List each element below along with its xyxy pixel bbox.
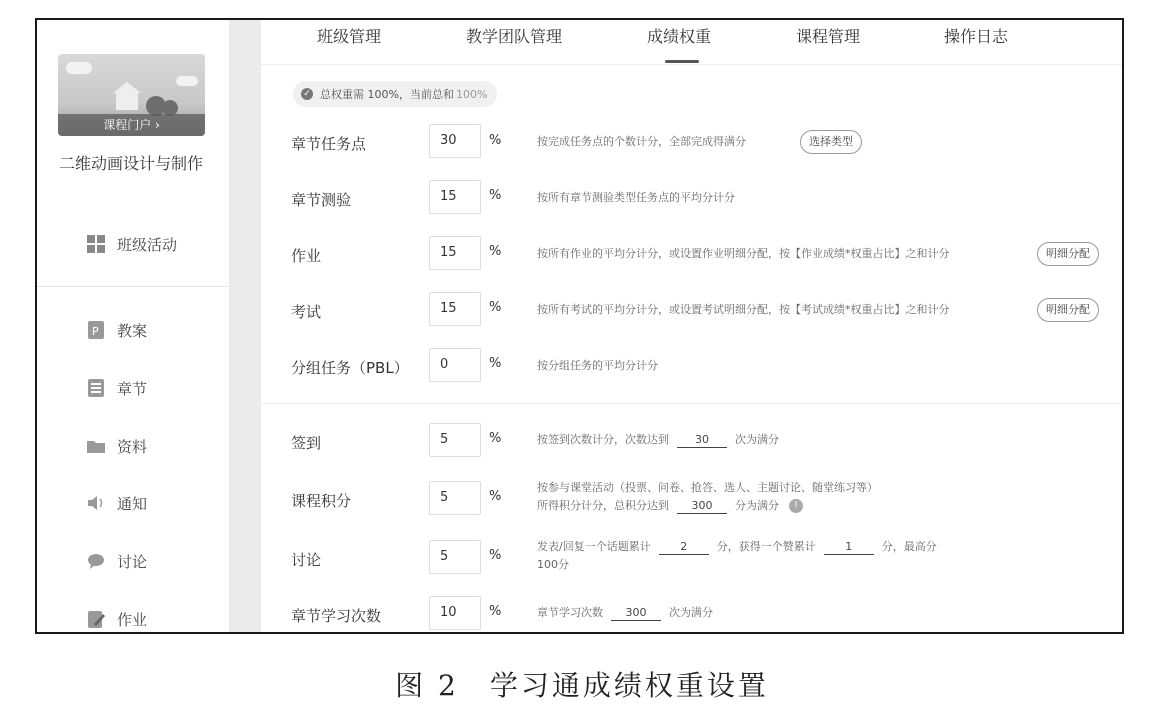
row-label-chapter-study-count: 章节学习次数 [291, 607, 382, 625]
desc-text: 100分 [537, 558, 569, 571]
tab-class-management[interactable]: 班级管理 [317, 27, 382, 46]
weight-input-chapter-study-count[interactable]: 10 [429, 596, 481, 630]
detail-allocation-button[interactable]: 明细分配 [1037, 298, 1099, 322]
cloud-icon [66, 62, 92, 74]
lesson-plan-icon [87, 321, 105, 339]
desc-text: 章节学习次数 [537, 606, 603, 619]
row-desc [537, 538, 937, 574]
edit-document-icon [87, 610, 105, 628]
threshold-input[interactable]: 300 [677, 499, 727, 514]
main-panel [261, 20, 1122, 632]
sidebar-item-chapter[interactable] [87, 377, 147, 399]
percent-sign: % [489, 244, 502, 259]
sidebar-gutter [229, 20, 261, 632]
desc-text: 所得积分计分，总积分达到 [537, 499, 669, 512]
row-label-discussion: 讨论 [291, 551, 322, 569]
row-desc: 按所有作业的平均分计分，或设置作业明细分配，按【作业成绩*权重占比】之和计分 [537, 247, 950, 260]
notice-current-total: 100% [455, 87, 488, 101]
row-label-group-task: 分组任务（PBL） [291, 359, 409, 377]
row-label-exam: 考试 [291, 303, 322, 321]
sidebar-item-discussion[interactable] [87, 550, 147, 572]
sidebar-item-label: 资料 [117, 437, 148, 456]
weight-input-homework[interactable]: 15 [429, 236, 481, 270]
sidebar-divider [37, 286, 229, 287]
app-frame [35, 18, 1124, 634]
weight-notice [293, 81, 497, 107]
notice-text: 总权重需 100%，当前总和 [320, 88, 454, 101]
chapter-list-icon [87, 379, 105, 397]
percent-sign: % [489, 489, 502, 504]
row-label-check-in: 签到 [291, 434, 322, 452]
figure-caption: 图 2 学习通成绩权重设置 [395, 669, 769, 702]
desc-text: 次为满分 [669, 606, 713, 619]
row-desc [537, 604, 713, 622]
tab-teaching-team[interactable]: 教学团队管理 [466, 27, 563, 46]
sidebar-item-label: 通知 [117, 494, 148, 513]
sidebar-item-label: 教案 [117, 321, 148, 340]
weight-input-course-points[interactable]: 5 [429, 481, 481, 515]
chat-bubble-icon [87, 552, 105, 570]
tab-bar [261, 20, 1122, 65]
points-per-like-input[interactable]: 1 [824, 540, 874, 555]
sidebar-item-label: 班级活动 [117, 235, 178, 254]
weight-input-group-task[interactable]: 0 [429, 348, 481, 382]
tab-grade-weight[interactable]: 成绩权重 [647, 27, 712, 46]
desc-text: 次为满分 [735, 433, 779, 446]
percent-sign: % [489, 188, 502, 203]
cloud-icon [176, 76, 198, 86]
check-circle-icon: ✓ [301, 88, 313, 100]
desc-text: 发表/回复一个话题累计 [537, 540, 651, 553]
sidebar-item-label: 作业 [117, 610, 148, 629]
sidebar [37, 20, 229, 632]
svg-text:P: P [92, 325, 99, 338]
sidebar-item-lesson-plan[interactable] [87, 319, 147, 341]
row-desc: 按分组任务的平均分计分 [537, 359, 658, 372]
desc-text: 分，获得一个赞累计 [716, 540, 816, 553]
sidebar-item-notice[interactable] [87, 492, 147, 514]
row-label-course-points: 课程积分 [291, 492, 352, 510]
row-desc [537, 479, 878, 515]
percent-sign: % [489, 133, 502, 148]
detail-allocation-button[interactable]: 明细分配 [1037, 242, 1099, 266]
sidebar-item-materials[interactable] [87, 435, 147, 457]
desc-text: 按签到次数计分，次数达到 [537, 433, 669, 446]
sidebar-item-homework[interactable] [87, 608, 147, 630]
house-icon [116, 92, 138, 110]
row-label-chapter-quiz: 章节测验 [291, 191, 352, 209]
row-label-homework: 作业 [291, 247, 322, 265]
grid-icon [87, 235, 105, 253]
active-tab-indicator [665, 60, 699, 63]
weight-input-discussion[interactable]: 5 [429, 540, 481, 574]
section-divider [261, 403, 1122, 404]
desc-text: 分，最高分 [881, 540, 937, 553]
percent-sign: % [489, 356, 502, 371]
threshold-input[interactable]: 300 [611, 606, 661, 621]
row-desc: 按所有章节测验类型任务点的平均分计分 [537, 191, 735, 204]
sidebar-item-class-activity[interactable] [87, 233, 177, 255]
sidebar-item-label: 讨论 [117, 552, 148, 571]
course-portal-card[interactable] [58, 54, 205, 136]
row-desc [537, 431, 779, 449]
tab-operation-log[interactable]: 操作日志 [944, 27, 1009, 46]
row-desc: 按所有考试的平均分计分，或设置考试明细分配，按【考试成绩*权重占比】之和计分 [537, 303, 950, 316]
course-portal-link[interactable]: 课程门户 › [58, 114, 205, 136]
percent-sign: % [489, 548, 502, 563]
weight-input-exam[interactable]: 15 [429, 292, 481, 326]
course-title: 二维动画设计与制作 [58, 154, 203, 173]
desc-text: 按参与课堂活动（投票、问卷、抢答、选人、主题讨论、随堂练习等） [537, 481, 878, 494]
weight-input-chapter-quiz[interactable]: 15 [429, 180, 481, 214]
select-type-button[interactable]: 选择类型 [800, 130, 862, 154]
weight-input-chapter-tasks[interactable]: 30 [429, 124, 481, 158]
info-icon[interactable]: ! [789, 499, 803, 513]
weight-input-check-in[interactable]: 5 [429, 423, 481, 457]
desc-text: 分为满分 [735, 499, 779, 512]
speaker-icon [87, 494, 105, 512]
sidebar-item-label: 章节 [117, 379, 148, 398]
percent-sign: % [489, 300, 502, 315]
row-desc: 按完成任务点的个数计分，全部完成得满分 [537, 135, 746, 148]
threshold-input[interactable]: 30 [677, 433, 727, 448]
points-per-topic-input[interactable]: 2 [659, 540, 709, 555]
row-label-chapter-tasks: 章节任务点 [291, 135, 367, 153]
tab-course-management[interactable]: 课程管理 [796, 27, 861, 46]
percent-sign: % [489, 431, 502, 446]
folder-icon [87, 437, 105, 455]
percent-sign: % [489, 604, 502, 619]
